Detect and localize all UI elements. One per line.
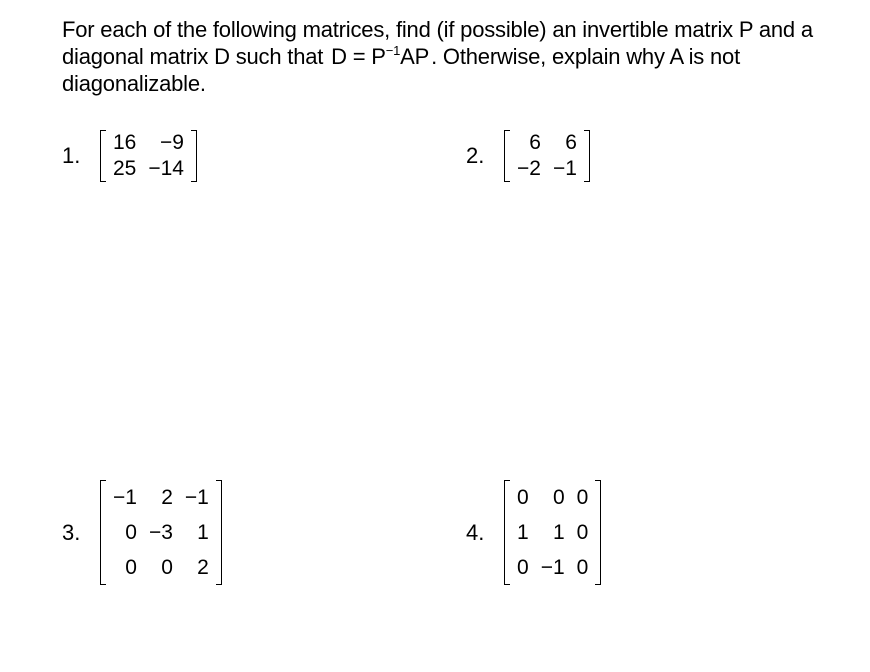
problem-number: 3. [62, 519, 81, 545]
matrix-entry: 0 [517, 556, 529, 579]
left-bracket [100, 480, 106, 585]
matrix-entry: 2 [161, 486, 173, 509]
matrix-entry: 6 [565, 131, 577, 154]
matrix-entries [511, 130, 583, 182]
matrix-entry: 0 [576, 486, 589, 509]
matrix-entry: −3 [148, 521, 173, 544]
equation-right: AP [400, 44, 430, 69]
right-bracket [216, 480, 222, 585]
problem-number: 4. [466, 519, 485, 545]
problem-number: 1. [62, 143, 81, 168]
matrix-row [511, 515, 594, 550]
matrix-entry: −1 [540, 556, 565, 579]
left-bracket [504, 480, 510, 585]
matrix-entry: 25 [113, 157, 137, 180]
right-bracket [584, 130, 590, 182]
equation-exponent: −1 [385, 43, 401, 58]
matrix-entry: 1 [552, 521, 565, 544]
matrix-row [107, 130, 190, 156]
matrix-entry: 0 [125, 521, 137, 544]
problem-2 [466, 130, 590, 182]
matrix-entry: −1 [552, 157, 577, 180]
instructions-paragraph [62, 16, 862, 97]
equation-left: D = P [331, 44, 386, 69]
right-bracket [595, 480, 601, 585]
instructions-text-before: For each of the following matrices, find (if possible) an invertible matrix P and a diagonal matrix D such that [62, 17, 813, 69]
matrix-row [107, 550, 215, 585]
left-bracket [100, 130, 106, 182]
matrix-entry: −1 [184, 486, 209, 509]
matrix-row [511, 480, 594, 515]
problem-3 [62, 480, 222, 585]
matrix-entry: −1 [113, 486, 137, 509]
equation [331, 44, 429, 69]
matrix-entry: 1 [517, 521, 529, 544]
matrix-entry: −2 [517, 157, 541, 180]
matrix-row [511, 550, 594, 585]
matrix-3x3 [504, 480, 601, 585]
problem-number: 2. [466, 143, 485, 168]
matrix-row [107, 515, 215, 550]
instructions-text-after: . Otherwise, explain why A is not diagonalizable. [62, 44, 740, 96]
matrix-entries [107, 130, 190, 182]
matrix-entries [511, 480, 594, 585]
matrix-entry: 6 [529, 131, 541, 154]
matrix-entry: −14 [148, 157, 184, 180]
matrix-entry: 0 [161, 556, 173, 579]
matrix-entry: −9 [160, 131, 184, 154]
matrix-row [511, 156, 583, 182]
matrix-2x2 [504, 130, 590, 182]
matrix-row [511, 130, 583, 156]
matrix-entry: 0 [576, 521, 589, 544]
matrix-entry: 0 [576, 556, 589, 579]
problem-4 [466, 480, 601, 585]
right-bracket [191, 130, 197, 182]
matrix-entry: 2 [197, 556, 209, 579]
matrix-2x2 [100, 130, 197, 182]
matrix-entry: 0 [552, 486, 565, 509]
matrix-entry: 1 [197, 521, 209, 544]
matrix-row [107, 480, 215, 515]
matrix-entry: 16 [113, 131, 137, 154]
matrix-entry: 0 [125, 556, 137, 579]
matrix-3x3 [100, 480, 222, 585]
matrix-entries [107, 480, 215, 585]
matrix-row [107, 156, 190, 182]
left-bracket [504, 130, 510, 182]
matrix-entry: 0 [517, 486, 529, 509]
problem-1 [62, 130, 197, 182]
